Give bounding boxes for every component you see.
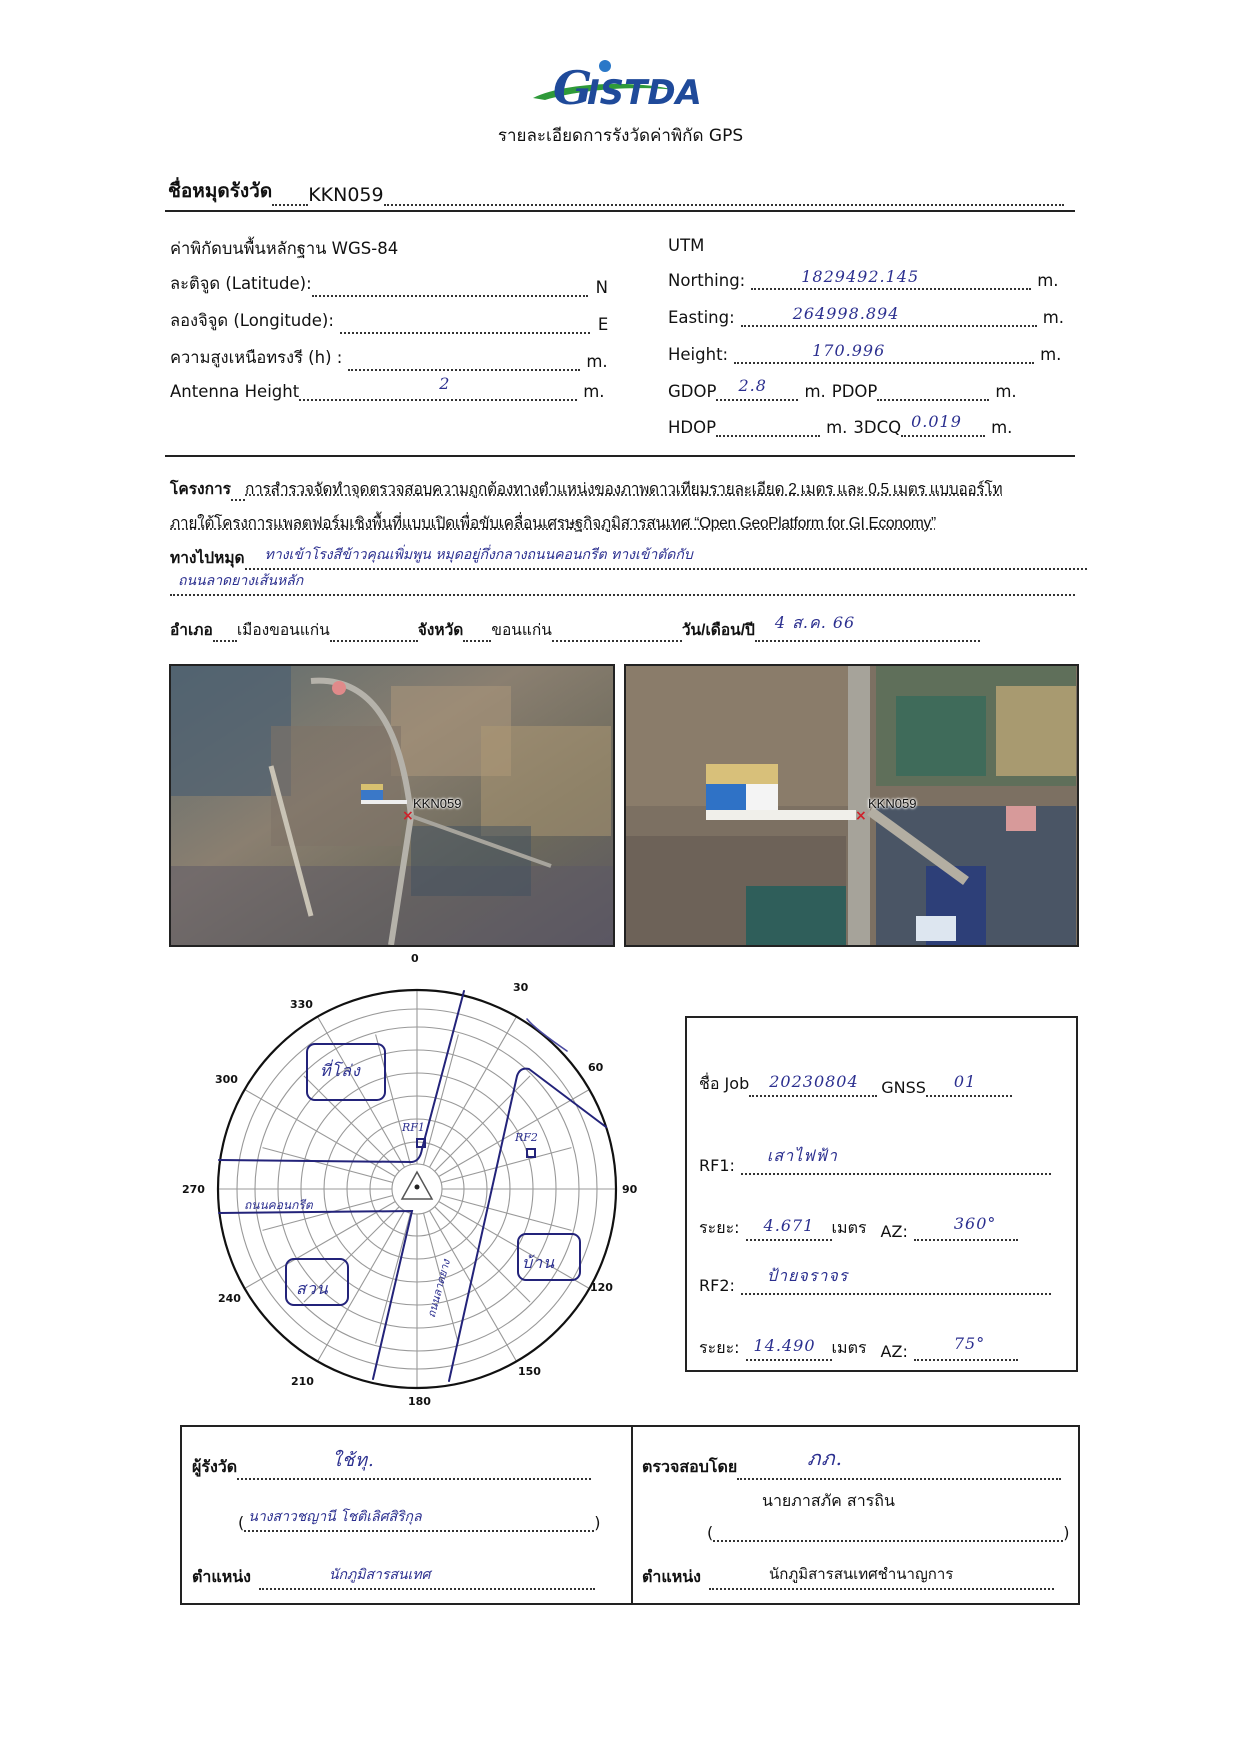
checker-position-row: ตำแหน่ง นักภูมิสารสนเทศชำนาญการ bbox=[642, 1565, 1054, 1590]
svg-text:ISTDA: ISTDA bbox=[587, 73, 702, 113]
longitude-label: ลองจิจูด (Longitude): bbox=[170, 311, 334, 330]
map-label: KKN059 bbox=[413, 796, 462, 811]
height-row: Height: 170.996 m. bbox=[668, 341, 1062, 364]
province-value: ขอนแก่น bbox=[491, 622, 552, 639]
rf1-distance-row: ระยะ: 4.671 เมตร AZ: 360° bbox=[699, 1216, 1018, 1241]
station-marker-icon: × bbox=[402, 808, 414, 824]
longitude-row: ลองจิจูด (Longitude): E bbox=[170, 308, 608, 334]
northing-field[interactable]: 1829492.145 bbox=[751, 274, 1031, 290]
project-line-2: ภายใต้โครงการแพลตฟอร์มเชิงพื้นที่แบบเปิดเพื่อขับเคลื่อนเศรษฐกิจภูมิสารสนเทศ “Open GeoPlatform for GI Economy” bbox=[170, 515, 936, 532]
annotation-rf1: RF1 bbox=[402, 1121, 425, 1134]
directions-row-2 bbox=[170, 573, 1075, 596]
station-name-label: ชื่อหมุดรังวัด bbox=[168, 180, 273, 202]
antenna-height-row: Antenna Height 2 m. bbox=[170, 374, 605, 401]
divider bbox=[631, 1427, 633, 1603]
date-field[interactable]: 4 ส.ค. 66 bbox=[755, 630, 980, 642]
northing-row: Northing: 1829492.145 m. bbox=[668, 267, 1059, 290]
gistda-logo bbox=[525, 52, 715, 118]
rf1-row: RF1: เสาไฟฟ้า bbox=[699, 1156, 1051, 1175]
gdop-field[interactable]: 2.8 bbox=[716, 385, 798, 401]
reference-box bbox=[685, 1116, 1078, 1372]
rf1-distance-field[interactable]: 4.671 bbox=[746, 1225, 832, 1241]
gnss-field[interactable]: 01 bbox=[926, 1081, 1012, 1097]
document-title: รายละเอียดการรังวัดค่าพิกัด GPS bbox=[497, 126, 744, 146]
azimuth-label: 0 bbox=[411, 952, 419, 965]
satellite-image-overview bbox=[169, 664, 615, 947]
checker-row: ตรวจสอบโดย ภภ. bbox=[642, 1455, 1061, 1480]
rf2-az-field[interactable]: 75° bbox=[914, 1345, 1018, 1361]
location-row: อำเภอ เมืองขอนแก่น จังหวัด ขอนแก่น วัน/เดือน/ปี 4 ส.ค. 66 bbox=[170, 617, 980, 642]
job-field[interactable]: 20230804 bbox=[749, 1081, 877, 1097]
rf1-az-field[interactable]: 360° bbox=[914, 1225, 1018, 1241]
hdop-3dcq-row: HDOP m. 3DCQ 0.019 m. bbox=[668, 412, 1013, 437]
map-label: KKN059 bbox=[868, 796, 917, 811]
station-marker-icon: × bbox=[855, 808, 867, 824]
annotation-concrete-road: ถนนคอนกรีต bbox=[244, 1198, 313, 1212]
sky-obstruction-diagram bbox=[170, 952, 650, 1415]
hdop-field[interactable] bbox=[716, 421, 820, 437]
surveyor-position-row: ตำแหน่ง นักภูมิสารสนเทศ bbox=[192, 1565, 595, 1590]
azimuth-label: 120 bbox=[590, 1281, 613, 1294]
3dcq-field[interactable]: 0.019 bbox=[901, 421, 985, 437]
station-name-row bbox=[168, 176, 1064, 206]
rf1-field[interactable]: เสาไฟฟ้า bbox=[741, 1159, 1051, 1175]
rf2-field[interactable]: ป้ายจราจร bbox=[741, 1279, 1051, 1295]
azimuth-label: 300 bbox=[215, 1073, 238, 1086]
latitude-label: ละติจูด (Latitude): bbox=[170, 274, 312, 293]
checker-signature-field[interactable]: ภภ. bbox=[737, 1464, 1061, 1480]
divider bbox=[165, 455, 1075, 457]
azimuth-label: 90 bbox=[622, 1183, 638, 1196]
annotation-house: บ้าน bbox=[522, 1253, 556, 1272]
gdop-pdop-row: GDOP 2.8 m. PDOP m. bbox=[668, 376, 1017, 401]
azimuth-label: 180 bbox=[408, 1395, 431, 1408]
checker-name-field[interactable] bbox=[713, 1526, 1063, 1542]
directions-row: ทางไปหมุด ทางเข้าโรงสีข้าวคุณเพิ่มพูน หมุดอยู่กึ่งกลางถนนคอนกรีต ทางเข้าตัดกับ bbox=[170, 545, 1087, 570]
rf2-distance-row: ระยะ: 14.490 เมตร AZ: 75° bbox=[699, 1336, 1018, 1361]
checker-position-field[interactable]: นักภูมิสารสนเทศชำนาญการ bbox=[709, 1574, 1054, 1590]
annotation-garden: สวน bbox=[296, 1279, 329, 1298]
latitude-field[interactable] bbox=[312, 281, 588, 297]
surveyor-name-row: ( นางสาวชญานี โชติเลิศสิริกุล ) bbox=[238, 1509, 601, 1532]
wgs84-heading: ค่าพิกัดบนพื้นหลักฐาน WGS-84 bbox=[170, 239, 399, 258]
district-value: เมืองขอนแก่น bbox=[236, 622, 330, 639]
azimuth-label: 30 bbox=[513, 981, 529, 994]
antenna-height-label: Antenna Height bbox=[170, 382, 300, 401]
rf2-row: RF2: ป้ายจราจร bbox=[699, 1276, 1051, 1295]
easting-row: Easting: 264998.894 m. bbox=[668, 304, 1065, 327]
surveyor-row: ผู้รังวัด ใช้ทุ. bbox=[192, 1455, 591, 1480]
checker-name-row: ( ) bbox=[707, 1523, 1070, 1542]
height-field[interactable]: 170.996 bbox=[734, 348, 1034, 364]
azimuth-label: 150 bbox=[518, 1365, 541, 1378]
directions-field-2[interactable]: ถนนลาดยางเส้นหลัก bbox=[170, 580, 1075, 596]
ellipsoid-height-row: ความสูงเหนือทรงรี (h) : m. bbox=[170, 345, 608, 371]
surveyor-position-field[interactable]: นักภูมิสารสนเทศ bbox=[259, 1574, 595, 1590]
signature-box bbox=[180, 1425, 1080, 1605]
svg-text:G: G bbox=[553, 61, 593, 115]
latitude-row: ละติจูด (Latitude): N bbox=[170, 271, 608, 297]
rf2-distance-field[interactable]: 14.490 bbox=[746, 1345, 832, 1361]
divider bbox=[165, 210, 1075, 212]
azimuth-label: 60 bbox=[588, 1061, 604, 1074]
annotation-rf2: RF2 bbox=[515, 1131, 538, 1144]
annotation-open-area: ที่โล่ง bbox=[320, 1061, 361, 1080]
utm-heading: UTM bbox=[668, 236, 705, 255]
easting-field[interactable]: 264998.894 bbox=[741, 311, 1037, 327]
checker-name: นายภาสภัค สารถิน bbox=[762, 1491, 895, 1510]
directions-field-1[interactable]: ทางเข้าโรงสีข้าวคุณเพิ่มพูน หมุดอยู่กึ่งกลางถนนคอนกรีต ทางเข้าตัดกับ bbox=[245, 554, 1087, 570]
azimuth-label: 210 bbox=[291, 1375, 314, 1388]
project-row: โครงการ การสำรวจจัดทำจุดตรวจสอบความถูกต้องทางตำแหน่งของภาพดาวเทียมรายละเอียด 2 เมตร และ 0.5 เมตร แบบออร์โท bbox=[170, 476, 1002, 501]
longitude-field[interactable] bbox=[340, 318, 590, 334]
project-line-1: การสำรวจจัดทำจุดตรวจสอบความถูกต้องทางตำแหน่งของภาพดาวเทียมรายละเอียด 2 เมตร และ 0.5 เมตร แบบออร์โท bbox=[245, 481, 1003, 498]
surveyor-signature-field[interactable]: ใช้ทุ. bbox=[237, 1464, 591, 1480]
azimuth-label: 240 bbox=[218, 1292, 241, 1305]
pdop-field[interactable] bbox=[877, 385, 989, 401]
ellipsoid-height-field[interactable] bbox=[348, 355, 580, 371]
station-name-value: KKN059 bbox=[308, 184, 384, 206]
surveyor-name-field[interactable]: นางสาวชญานี โชติเลิศสิริกุล bbox=[244, 1516, 594, 1532]
satellite-image-closeup bbox=[624, 664, 1079, 947]
ellipsoid-height-label: ความสูงเหนือทรงรี (h) : bbox=[170, 348, 343, 367]
azimuth-label: 330 bbox=[290, 998, 313, 1011]
azimuth-label: 270 bbox=[182, 1183, 205, 1196]
antenna-height-field[interactable]: 2 bbox=[299, 385, 577, 401]
job-box: ชื่อ Job 20230804 GNSS 01 bbox=[685, 1016, 1078, 1120]
annotation-asphalt-road: ถนนลาดยาง bbox=[424, 1258, 453, 1320]
